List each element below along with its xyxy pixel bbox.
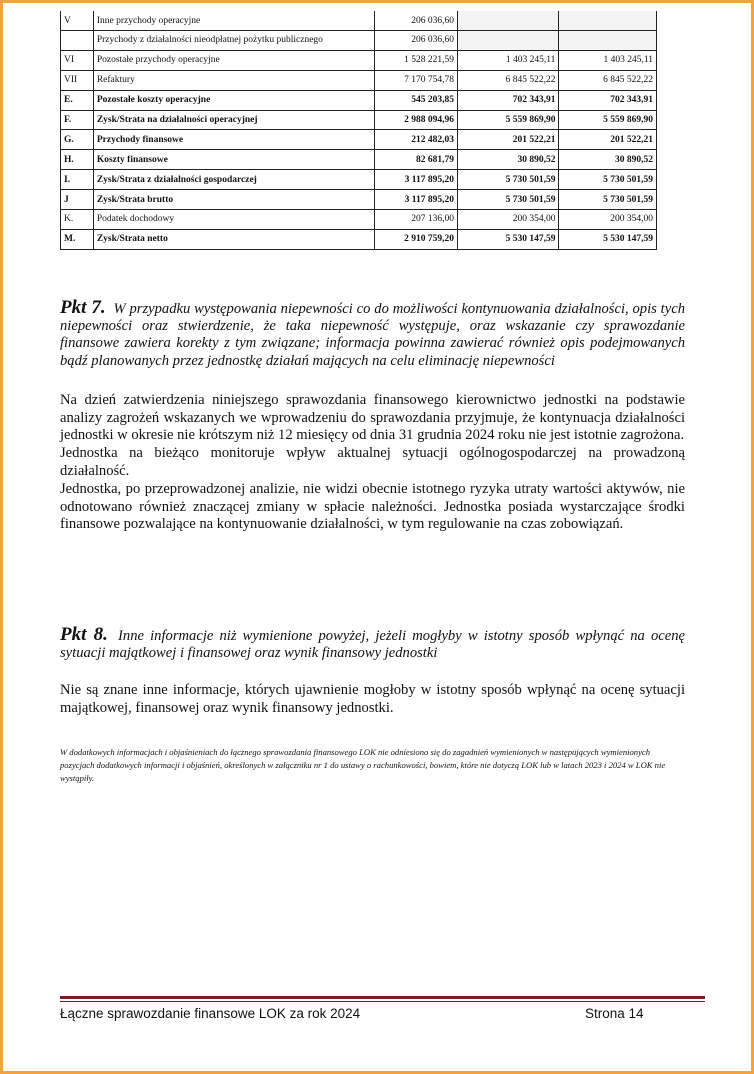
value-col-2: 702 343,91 [457,90,558,110]
row-number [61,31,94,51]
footer-rule-thin [60,1001,705,1002]
row-label: Zysk/Strata na działalności operacyjnej [93,110,374,130]
value-col-1: 2 988 094,96 [375,110,458,130]
row-label: Zysk/Strata brutto [93,190,374,210]
pkt8-section [60,626,685,718]
pkt8-body [60,682,685,718]
row-number: K. [61,210,94,230]
page-number: Strona 14 [585,1006,644,1021]
row-label: Przychody z działalności nieodpłatnej pożytku publicznego [93,31,374,51]
row-number: J [61,190,94,210]
value-col-3: 1 403 245,11 [559,50,657,70]
value-col-1: 545 203,85 [375,90,458,110]
value-col-1: 212 482,03 [375,130,458,150]
value-col-3: 5 559 869,90 [559,110,657,130]
row-label: Zysk/Strata netto [93,229,374,249]
row-label: Zysk/Strata z działalności gospodarczej [93,170,374,190]
row-number: V [61,11,94,31]
pkt7-paragraph-2: Jednostka na bieżąco monitoruje wpływ aktualnej sytuacji ogólnogospodarczej na prowadzoną działalność. [60,445,685,479]
value-col-1: 206 036,60 [375,11,458,31]
pkt8-heading [60,626,685,662]
value-col-2: 5 730 501,59 [457,170,558,190]
table-row [61,110,657,130]
footer-title: Łączne sprawozdanie finansowe LOK za rok 2024 [60,1006,361,1021]
value-col-1: 7 170 754,78 [375,70,458,90]
value-col-1: 82 681,79 [375,150,458,170]
row-number: VII [61,70,94,90]
row-label: Pozostałe koszty operacyjne [93,90,374,110]
pkt7-paragraph-3: Jednostka, po przeprowadzonej analizie, nie widzi obecnie istotnego ryzyka utraty wartości aktywów, nie odnotowano również znaczącej zmiany w spłacie należności. Jednostka posiada wystarczające środki finansowe pozwalające na kontynuowanie działalności, w tym regulowanie na czas zobowiązań. [60,480,685,533]
financial-table [60,11,657,250]
row-number: H. [61,150,94,170]
pkt7-number: Pkt 7. [60,297,106,318]
value-col-2: 5 559 869,90 [457,110,558,130]
value-col-3: 30 890,52 [559,150,657,170]
table-row [61,150,657,170]
row-number: M. [61,229,94,249]
value-col-3: 5 730 501,59 [559,190,657,210]
pkt7-heading-text: W przypadku występowania niepewności co do możliwości kontynuowania działalności, opis tych niepewności oraz stwierdzenie, że taka niepewność występuje, oraz wskazanie czy sprawozdanie finansowe zawiera korekty z tym związane; informacja powinna zawierać również opis podejmowanych bądź planowanych przez jednostkę działań mających na celu eliminację niepewności [60,301,685,369]
value-col-1: 207 136,00 [375,210,458,230]
table-row [61,90,657,110]
value-col-3: 6 845 522,22 [559,70,657,90]
pkt7-body [60,392,685,534]
value-col-2: 5 530 147,59 [457,229,558,249]
value-col-1: 206 036,60 [375,31,458,51]
value-col-1: 2 910 759,20 [375,229,458,249]
value-col-1: 3 117 895,20 [375,190,458,210]
value-col-2: 5 730 501,59 [457,190,558,210]
table-row [61,229,657,249]
row-label: Refaktury [93,70,374,90]
row-number: G. [61,130,94,150]
value-col-1: 3 117 895,20 [375,170,458,190]
row-number: I. [61,170,94,190]
value-col-2: 201 522,21 [457,130,558,150]
pkt8-heading-text: Inne informacje niż wymienione powyżej, jeżeli mogłyby w istotny sposób wpłynąć na ocenę sytuacji majątkowej i finansowej oraz wynik finansowy jednostki [60,628,686,662]
footer-rule-thick [60,996,705,999]
pkt7-heading [60,299,685,370]
row-label: Inne przychody operacyjne [93,11,374,31]
value-col-2: 6 845 522,22 [457,70,558,90]
value-col-3: 200 354,00 [559,210,657,230]
pkt7-section [60,299,685,534]
value-col-3: 5 530 147,59 [559,229,657,249]
table-row [61,170,657,190]
value-col-3: 201 522,21 [559,130,657,150]
pkt8-paragraph: Nie są znane inne informacje, których ujawnienie mogłoby w istotny sposób wpłynąć na ocenę sytuacji majątkowej, finansowej oraz wynik finansowy jednostki. [60,682,685,717]
table-row [61,130,657,150]
value-col-3: 5 730 501,59 [559,170,657,190]
table-row [61,50,657,70]
value-col-2 [457,11,558,31]
table-row [61,70,657,90]
value-col-2: 30 890,52 [457,150,558,170]
value-col-3 [559,31,657,51]
pkt8-number: Pkt 8. [60,624,108,645]
row-number: VI [61,50,94,70]
row-label: Przychody finansowe [93,130,374,150]
table-row [61,210,657,230]
footnote: W dodatkowych informacjach i objaśnieniach do łącznego sprawozdania finansowego LOK nie odniesiono się do zagadnień wymienionych w następujących wymienionych pozycjach dodatkowych informacji i objaśnień, określonych w załączniku nr 1 do ustawy o rachunkowości, bowiem, które nie dotyczą LOK lub w latach 2023 i 2024 w LOK nie wystąpiły. [60,747,666,783]
value-col-3 [559,11,657,31]
value-col-2 [457,31,558,51]
value-col-3: 702 343,91 [559,90,657,110]
value-col-2: 200 354,00 [457,210,558,230]
row-label: Koszty finansowe [93,150,374,170]
value-col-2: 1 403 245,11 [457,50,558,70]
table-row [61,190,657,210]
value-col-1: 1 528 221,59 [375,50,458,70]
pkt7-paragraph-1: Na dzień zatwierdzenia niniejszego sprawozdania finansowego kierownictwo jednostki na podstawie analizy zagrożeń wskazanych we wprowadzeniu do sprawozdania przyjmuje, że kontynuacja działalności jednostki w okresie nie krótszym niż 12 miesięcy od dnia 31 grudnia 2024 roku nie jest istotnie zagrożona. [60,391,685,444]
table-row [61,31,657,51]
row-number: E. [61,90,94,110]
table-row [61,11,657,31]
row-label: Pozostałe przychody operacyjne [93,50,374,70]
row-number: F. [61,110,94,130]
row-label: Podatek dochodowy [93,210,374,230]
